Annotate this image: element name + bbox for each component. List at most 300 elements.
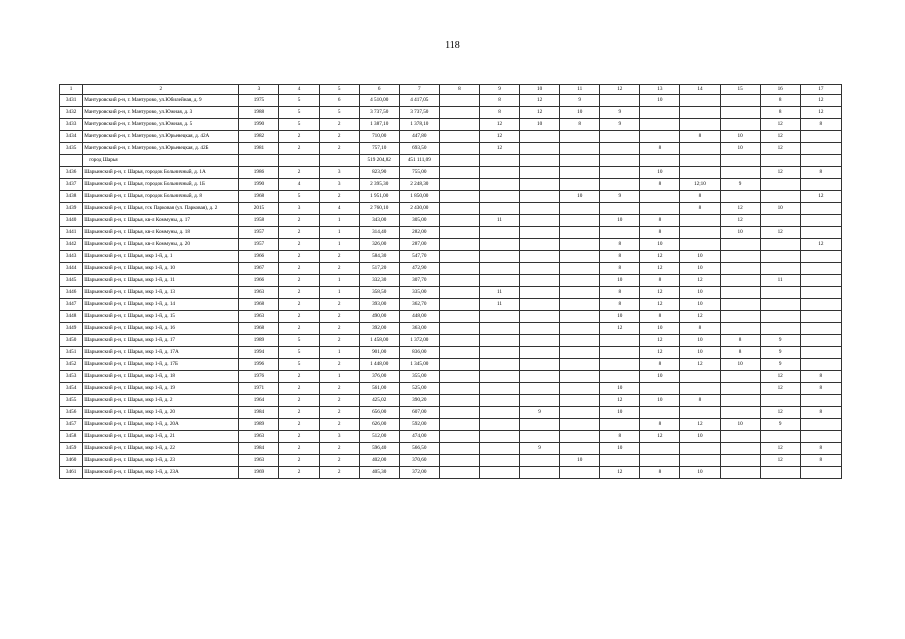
entrances-cell: 1 — [319, 371, 359, 383]
address-cell: Шарьинский р-н, г. Шарья, мкр 1-й, д. 1 — [83, 251, 239, 263]
entrances-cell: 2 — [319, 419, 359, 431]
total-area-cell: 393,00 — [359, 299, 399, 311]
total-area-cell: 392,00 — [359, 323, 399, 335]
schedule-cell: 11 — [760, 275, 800, 287]
living-area-cell: 607,00 — [399, 407, 439, 419]
schedule-cell: 10 — [640, 395, 680, 407]
schedule-cell — [439, 431, 479, 443]
schedule-cell — [520, 191, 560, 203]
schedule-cell — [600, 455, 640, 467]
floors-cell: 2 — [279, 227, 319, 239]
schedule-cell — [560, 203, 600, 215]
schedule-cell: 8 — [600, 239, 640, 251]
schedule-cell — [680, 215, 720, 227]
living-area-cell: 2 430,00 — [399, 203, 439, 215]
address-cell: Шарьинский р-н, г. Шарья, мкр 1-й, д. 15 — [83, 311, 239, 323]
floors-cell: 2 — [279, 251, 319, 263]
total-area-cell: 343,00 — [359, 215, 399, 227]
entrances-cell: 1 — [319, 275, 359, 287]
year-cell: 1988 — [239, 107, 279, 119]
address-cell: Шарьинский р-н, г. Шарья, мкр 1-й, д. 17А — [83, 347, 239, 359]
schedule-cell — [520, 131, 560, 143]
living-area-cell: 525,00 — [399, 383, 439, 395]
schedule-cell — [479, 227, 519, 239]
address-cell: Шарьинский р-н, г. Шарья, мкр 1-й, д. 16 — [83, 323, 239, 335]
schedule-cell — [640, 191, 680, 203]
table-row — [60, 203, 842, 215]
year-cell: 1989 — [239, 419, 279, 431]
row-number-cell: 3443 — [60, 251, 83, 263]
entrances-cell: 2 — [319, 383, 359, 395]
schedule-cell — [439, 227, 479, 239]
floors-cell: 2 — [279, 395, 319, 407]
schedule-cell: 9 — [520, 407, 560, 419]
total-area-cell: 823,90 — [359, 167, 399, 179]
address-cell: Шарьинский р-н, г. Шарья, мкр 1-й, д. 11 — [83, 275, 239, 287]
row-number-cell: 3448 — [60, 311, 83, 323]
row-number-cell: 3458 — [60, 431, 83, 443]
schedule-cell: 8 — [640, 275, 680, 287]
table-row — [60, 335, 842, 347]
schedule-cell — [760, 395, 800, 407]
schedule-cell — [720, 239, 760, 251]
schedule-cell: 9 — [520, 443, 560, 455]
schedule-cell — [439, 359, 479, 371]
floors-cell: 2 — [279, 275, 319, 287]
schedule-cell — [720, 455, 760, 467]
schedule-cell: 12 — [479, 143, 519, 155]
schedule-cell: 10 — [680, 347, 720, 359]
schedule-cell — [560, 311, 600, 323]
schedule-cell: 10 — [680, 263, 720, 275]
schedule-cell — [760, 251, 800, 263]
schedule-cell — [439, 203, 479, 215]
schedule-cell: 9 — [760, 359, 800, 371]
schedule-cell — [800, 131, 841, 143]
row-number-cell: 3434 — [60, 131, 83, 143]
entrances-cell: 3 — [319, 179, 359, 191]
address-cell: Шарьинский р-н, г. Шарья, мкр 1-й, д. 19 — [83, 383, 239, 395]
address-cell: Шарьинский р-н, г. Шарья, городок Больничный, д. 1А — [83, 167, 239, 179]
row-number-cell: 3440 — [60, 215, 83, 227]
schedule-cell — [439, 263, 479, 275]
year-cell: 1994 — [239, 347, 279, 359]
row-number-cell: 3451 — [60, 347, 83, 359]
total-area-cell: 626,00 — [359, 419, 399, 431]
schedule-cell: 9 — [760, 419, 800, 431]
schedule-cell — [680, 443, 720, 455]
total-area-cell: 4 510,00 — [359, 95, 399, 107]
entrances-cell: 1 — [319, 239, 359, 251]
schedule-cell — [520, 371, 560, 383]
total-area-cell: 656,00 — [359, 407, 399, 419]
schedule-cell — [560, 263, 600, 275]
schedule-cell — [600, 227, 640, 239]
schedule-cell — [760, 191, 800, 203]
schedule-cell — [520, 431, 560, 443]
schedule-cell — [520, 263, 560, 275]
year-cell: 1976 — [239, 371, 279, 383]
total-area-cell: 2 395,30 — [359, 179, 399, 191]
schedule-cell — [439, 311, 479, 323]
schedule-cell — [760, 179, 800, 191]
schedule-cell — [520, 311, 560, 323]
entrances-cell: 2 — [319, 395, 359, 407]
schedule-cell: 12 — [479, 119, 519, 131]
schedule-cell: 9 — [720, 179, 760, 191]
schedule-cell — [520, 335, 560, 347]
schedule-cell: 12 — [760, 119, 800, 131]
schedule-cell — [720, 287, 760, 299]
schedule-cell — [680, 95, 720, 107]
schedule-cell: 8 — [640, 227, 680, 239]
entrances-cell: 2 — [319, 299, 359, 311]
address-cell: Шарьинский р-н, г. Шарья, гск Парковая (ул. Парковая), д. 2 — [83, 203, 239, 215]
living-area-cell: 1 378,10 — [399, 119, 439, 131]
schedule-cell: 8 — [600, 431, 640, 443]
schedule-cell — [560, 227, 600, 239]
address-cell: Шарьинский р-н, г. Шарья, мкр 1-й, д. 2 — [83, 395, 239, 407]
row-number-cell: 3454 — [60, 383, 83, 395]
schedule-cell — [560, 335, 600, 347]
schedule-cell — [520, 251, 560, 263]
table-row — [60, 179, 842, 191]
schedule-cell — [720, 383, 760, 395]
schedule-cell: 10 — [560, 191, 600, 203]
schedule-cell: 12 — [640, 287, 680, 299]
floors-cell: 2 — [279, 263, 319, 275]
table-row — [60, 107, 842, 119]
entrances-cell: 2 — [319, 143, 359, 155]
entrances-cell: 2 — [319, 119, 359, 131]
schedule-cell: 10 — [600, 215, 640, 227]
schedule-cell — [479, 251, 519, 263]
schedule-cell — [800, 179, 841, 191]
table-row — [60, 263, 842, 275]
table-row — [60, 251, 842, 263]
schedule-cell: 12 — [640, 251, 680, 263]
schedule-cell: 8 — [640, 143, 680, 155]
total-area-cell: 1 458,00 — [359, 335, 399, 347]
schedule-cell: 12 — [640, 347, 680, 359]
schedule-cell — [560, 179, 600, 191]
schedule-cell: 10 — [760, 203, 800, 215]
table-row — [60, 443, 842, 455]
schedule-cell: 10 — [720, 419, 760, 431]
entrances-cell: 2 — [319, 467, 359, 479]
schedule-cell: 12 — [720, 203, 760, 215]
schedule-cell — [560, 347, 600, 359]
row-number-cell: 3431 — [60, 95, 83, 107]
schedule-cell: 12 — [720, 215, 760, 227]
schedule-cell — [439, 179, 479, 191]
schedule-cell — [800, 143, 841, 155]
schedule-cell — [680, 143, 720, 155]
schedule-cell: 12 — [520, 95, 560, 107]
total-area-cell: 425,02 — [359, 395, 399, 407]
schedule-cell — [800, 419, 841, 431]
living-area-cell: 305,00 — [399, 215, 439, 227]
total-area-cell: 332,30 — [359, 275, 399, 287]
schedule-cell — [439, 131, 479, 143]
schedule-cell: 12;10 — [680, 179, 720, 191]
living-area-cell: 335,00 — [399, 287, 439, 299]
schedule-cell — [560, 131, 600, 143]
page-number: 118 — [445, 40, 460, 51]
row-number-cell: 3439 — [60, 203, 83, 215]
schedule-cell: 12 — [760, 455, 800, 467]
floors-cell: 5 — [279, 95, 319, 107]
schedule-cell — [720, 371, 760, 383]
schedule-cell — [560, 383, 600, 395]
entrances-cell: 2 — [319, 407, 359, 419]
schedule-cell — [680, 407, 720, 419]
address-cell: Шарьинский р-н, г. Шарья, мкр 1-й, д. 23 — [83, 455, 239, 467]
schedule-cell — [640, 383, 680, 395]
schedule-cell — [520, 347, 560, 359]
schedule-cell — [560, 239, 600, 251]
schedule-cell: 12 — [800, 95, 841, 107]
schedule-cell: 8 — [640, 467, 680, 479]
schedule-cell — [720, 443, 760, 455]
schedule-cell — [640, 131, 680, 143]
column-number-cell: 15 — [720, 85, 760, 95]
schedule-cell: 12 — [760, 167, 800, 179]
schedule-cell — [760, 239, 800, 251]
schedule-cell: 10 — [720, 359, 760, 371]
row-number-cell: 3432 — [60, 107, 83, 119]
schedule-cell: 8 — [800, 371, 841, 383]
year-cell: 1971 — [239, 383, 279, 395]
schedule-cell — [439, 167, 479, 179]
living-area-cell: 472,90 — [399, 263, 439, 275]
year-cell: 1996 — [239, 359, 279, 371]
schedule-cell: 12 — [800, 107, 841, 119]
row-number-cell — [60, 155, 83, 167]
entrances-cell: 1 — [319, 347, 359, 359]
schedule-cell — [560, 431, 600, 443]
address-cell: Шарьинский р-н, г. Шарья, мкр 1-й, д. 23А — [83, 467, 239, 479]
schedule-cell — [600, 335, 640, 347]
row-number-cell: 3435 — [60, 143, 83, 155]
schedule-cell: 8 — [600, 287, 640, 299]
schedule-cell: 12 — [760, 407, 800, 419]
schedule-cell — [720, 407, 760, 419]
schedule-cell: 8 — [760, 95, 800, 107]
schedule-cell — [680, 155, 720, 167]
schedule-cell — [479, 239, 519, 251]
address-cell: Шарьинский р-н, г. Шарья, мкр 1-й, д. 17Б — [83, 359, 239, 371]
table-row — [60, 239, 842, 251]
schedule-cell — [560, 299, 600, 311]
year-cell: 1968 — [239, 191, 279, 203]
schedule-cell — [439, 287, 479, 299]
schedule-cell — [439, 383, 479, 395]
schedule-cell: 10 — [640, 323, 680, 335]
address-cell: Шарьинский р-н, г. Шарья, кв-л Коммуны, д. 17 — [83, 215, 239, 227]
year-cell: 1968 — [239, 299, 279, 311]
total-area-cell: 757,10 — [359, 143, 399, 155]
living-area-cell: 566,50 — [399, 443, 439, 455]
living-area-cell: 4 417,05 — [399, 95, 439, 107]
schedule-cell: 12 — [479, 131, 519, 143]
schedule-cell — [560, 371, 600, 383]
schedule-cell — [760, 299, 800, 311]
entrances-cell: 3 — [319, 431, 359, 443]
schedule-cell — [479, 395, 519, 407]
schedule-cell — [720, 395, 760, 407]
schedule-cell: 12 — [760, 227, 800, 239]
schedule-cell — [439, 371, 479, 383]
entrances-cell — [319, 155, 359, 167]
schedule-cell — [800, 467, 841, 479]
schedule-cell — [800, 263, 841, 275]
schedule-cell: 10 — [600, 311, 640, 323]
table-row — [60, 407, 842, 419]
year-cell: 1990 — [239, 119, 279, 131]
table-row — [60, 419, 842, 431]
living-area-cell: 282,00 — [399, 227, 439, 239]
entrances-cell: 1 — [319, 287, 359, 299]
schedule-cell: 12 — [760, 371, 800, 383]
table-row — [60, 299, 842, 311]
floors-cell: 2 — [279, 323, 319, 335]
address-cell: Шарьинский р-н, г. Шарья, мкр 1-й, д. 22 — [83, 443, 239, 455]
schedule-cell: 8 — [479, 95, 519, 107]
column-number-row — [60, 85, 842, 95]
floors-cell: 2 — [279, 239, 319, 251]
schedule-cell — [479, 419, 519, 431]
schedule-cell: 12 — [520, 107, 560, 119]
total-area-cell: 584,30 — [359, 251, 399, 263]
entrances-cell: 3 — [319, 167, 359, 179]
table-row — [60, 215, 842, 227]
column-number-cell: 5 — [319, 85, 359, 95]
living-area-cell: 1 372,00 — [399, 335, 439, 347]
schedule-cell — [479, 155, 519, 167]
schedule-cell — [640, 443, 680, 455]
schedule-cell: 10 — [680, 299, 720, 311]
total-area-cell: 1 951,00 — [359, 191, 399, 203]
schedule-cell — [800, 431, 841, 443]
schedule-cell: 10 — [640, 95, 680, 107]
address-cell: Шарьинский р-н, г. Шарья, мкр 1-й, д. 18 — [83, 371, 239, 383]
schedule-cell — [720, 299, 760, 311]
schedule-cell — [760, 263, 800, 275]
living-area-cell: 592,00 — [399, 419, 439, 431]
schedule-cell: 8 — [640, 311, 680, 323]
schedule-cell — [479, 275, 519, 287]
schedule-cell: 12 — [600, 395, 640, 407]
living-area-cell: 447,80 — [399, 131, 439, 143]
table-row — [60, 95, 842, 107]
floors-cell: 2 — [279, 467, 319, 479]
schedule-cell: 9 — [600, 119, 640, 131]
schedule-cell — [640, 455, 680, 467]
schedule-cell — [640, 119, 680, 131]
total-area-cell: 517,20 — [359, 263, 399, 275]
schedule-cell: 8 — [800, 383, 841, 395]
schedule-cell: 10 — [520, 119, 560, 131]
schedule-cell — [680, 239, 720, 251]
schedule-cell — [680, 119, 720, 131]
year-cell: 1990 — [239, 179, 279, 191]
schedule-cell — [439, 407, 479, 419]
year-cell: 1964 — [239, 395, 279, 407]
schedule-cell — [720, 251, 760, 263]
schedule-cell: 10 — [600, 407, 640, 419]
address-cell: Шарьинский р-н, г. Шарья, кв-л Коммуны, д. 18 — [83, 227, 239, 239]
row-number-cell: 3437 — [60, 179, 83, 191]
column-number-cell: 2 — [83, 85, 239, 95]
schedule-cell — [479, 467, 519, 479]
year-cell: 1957 — [239, 227, 279, 239]
schedule-cell: 8 — [640, 419, 680, 431]
total-area-cell: 1 387,10 — [359, 119, 399, 131]
table-row — [60, 131, 842, 143]
schedule-cell: 10 — [680, 431, 720, 443]
row-number-cell: 3441 — [60, 227, 83, 239]
schedule-cell — [520, 203, 560, 215]
schedule-cell — [479, 203, 519, 215]
table-row — [60, 455, 842, 467]
schedule-cell — [479, 407, 519, 419]
schedule-cell — [680, 383, 720, 395]
schedule-cell: 12 — [680, 419, 720, 431]
schedule-cell: 12 — [680, 275, 720, 287]
schedule-cell: 8 — [680, 323, 720, 335]
schedule-cell: 8 — [680, 191, 720, 203]
row-number-cell: 3459 — [60, 443, 83, 455]
address-cell: Шарьинский р-н, г. Шарья, мкр 1-й, д. 14 — [83, 299, 239, 311]
schedule-cell — [439, 467, 479, 479]
row-number-cell: 3452 — [60, 359, 83, 371]
schedule-cell: 9 — [760, 347, 800, 359]
schedule-cell — [600, 359, 640, 371]
entrances-cell: 4 — [319, 203, 359, 215]
schedule-cell: 11 — [479, 215, 519, 227]
row-number-cell: 3444 — [60, 263, 83, 275]
floors-cell: 2 — [279, 131, 319, 143]
floors-cell: 5 — [279, 347, 319, 359]
schedule-cell: 8 — [600, 299, 640, 311]
schedule-cell — [720, 263, 760, 275]
schedule-cell: 10 — [600, 275, 640, 287]
schedule-cell: 10 — [560, 107, 600, 119]
schedule-cell: 10 — [680, 287, 720, 299]
schedule-cell: 12 — [800, 191, 841, 203]
schedule-cell: 12 — [640, 335, 680, 347]
entrances-cell: 2 — [319, 323, 359, 335]
living-area-cell: 1 345,00 — [399, 359, 439, 371]
schedule-cell — [479, 311, 519, 323]
schedule-cell — [479, 191, 519, 203]
entrances-cell: 1 — [319, 215, 359, 227]
schedule-cell: 12 — [640, 263, 680, 275]
schedule-cell: 8 — [800, 455, 841, 467]
schedule-cell — [479, 179, 519, 191]
row-number-cell: 3453 — [60, 371, 83, 383]
table-row — [60, 347, 842, 359]
living-area-cell: 2 248,30 — [399, 179, 439, 191]
schedule-cell — [479, 359, 519, 371]
year-cell: 1989 — [239, 335, 279, 347]
schedule-cell — [800, 311, 841, 323]
schedule-cell — [520, 227, 560, 239]
schedule-cell — [720, 323, 760, 335]
year-cell: 1963 — [239, 311, 279, 323]
floors-cell: 5 — [279, 191, 319, 203]
